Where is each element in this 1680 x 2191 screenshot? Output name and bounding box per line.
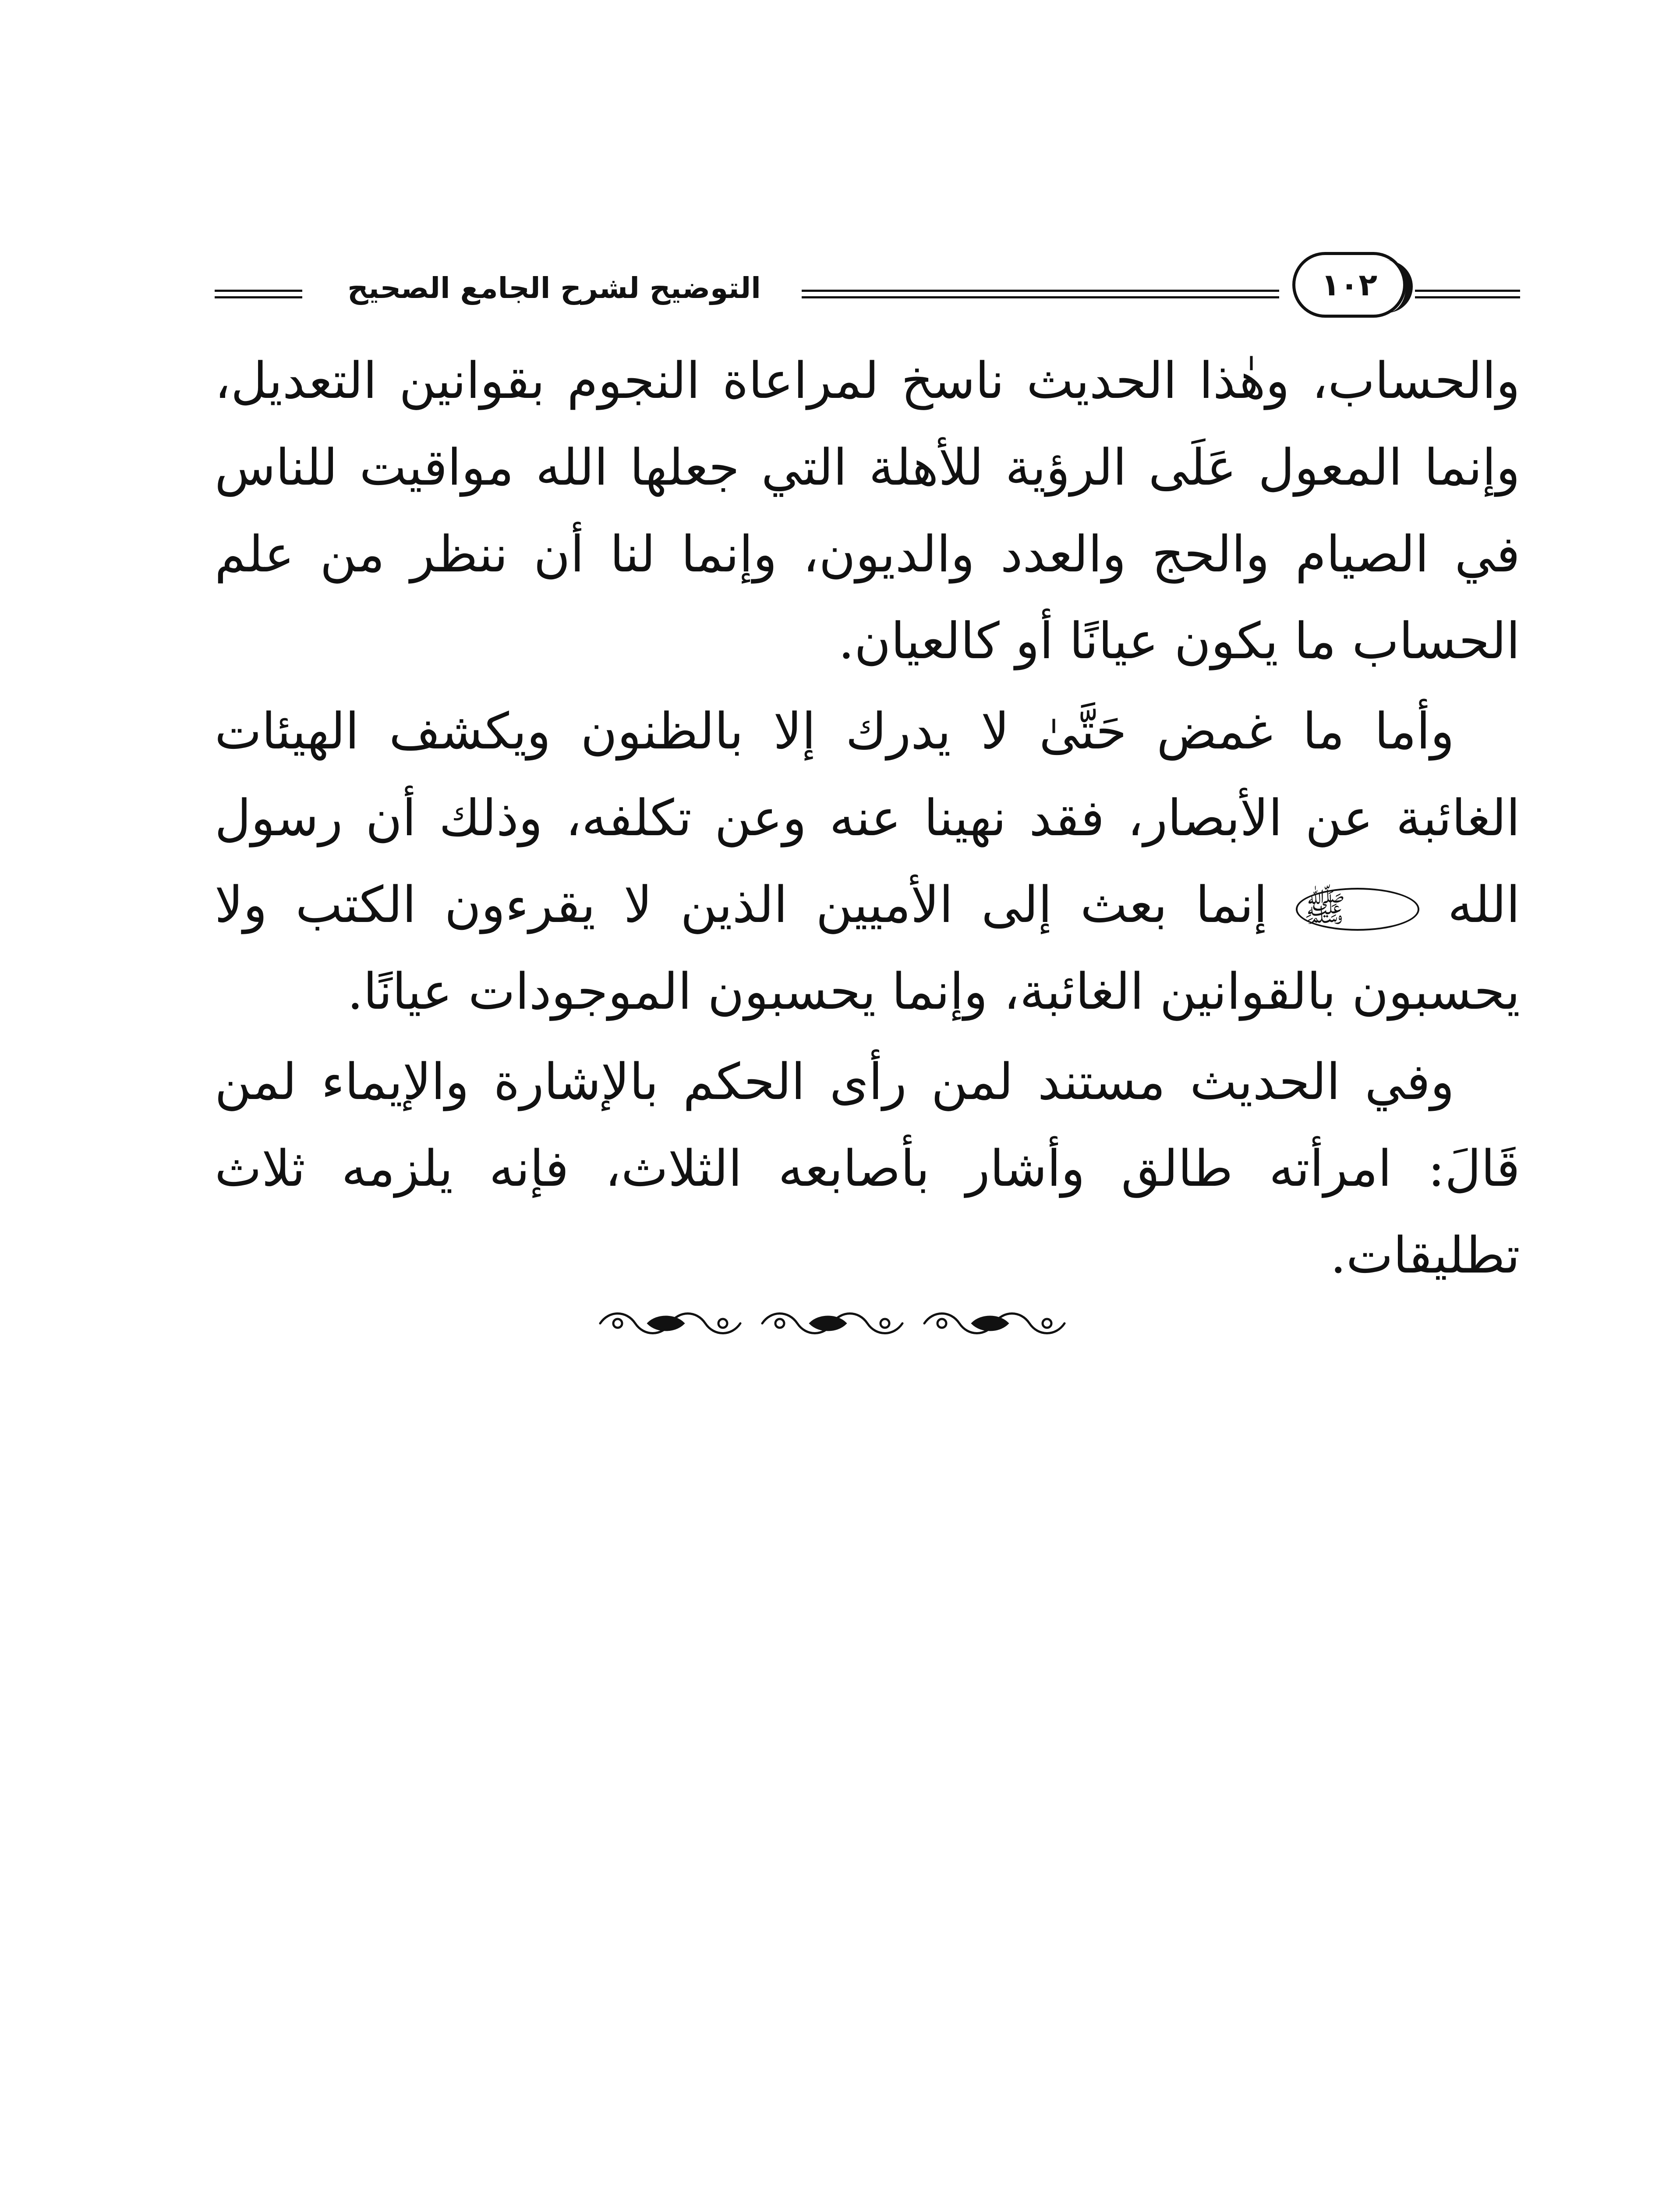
page-number-badge [1292, 252, 1406, 318]
body-text [215, 337, 1520, 1302]
ornament-motif-1 [600, 1314, 740, 1333]
page-number: ١٠٢ [1321, 267, 1378, 303]
paragraph-3: وفي الحديث مستند لمن رأى الحكم بالإشارة والإيماء لمن قَالَ: امرأته طالق وأشار بأصابعه الثلاث، فإنه يلزمه ثلاث تطليقات. [215, 1053, 1520, 1284]
paragraph-2-part-1: وأما ما غمض حَتَّىٰ لا يدرك إلا بالظنون ويكشف الهيئات الغائبة عن الأبصار، فقد نهينا عنه وعن تكلفه، وذلك أن رسول الله [215, 702, 1520, 934]
header-rule-right [1415, 290, 1520, 292]
paragraph-1: والحساب، وهٰذا الحديث ناسخ لمراعاة النجوم بقوانين التعديل، وإنما المعول عَلَى الرؤية للأهلة التي جعلها الله مواقيت للناس في الصيام والحج والعدد والديون، وإنما لنا أن ننظر من علم الحساب ما يكون عيانًا أو كالعيان. [215, 351, 1520, 670]
paragraph-2 [215, 688, 1520, 1035]
honorific-symbol: ﷺ [1296, 888, 1420, 931]
header-rule-left [215, 290, 302, 292]
paragraph-2-part-2: إنما بعث إلى الأميين الذين لا يقرءون الكتب ولا يحسبون بالقوانين الغائبة، وإنما يحسبون الموجودات عيانًا. [215, 876, 1520, 1021]
book-title: التوضيح لشرح الجامع الصحيح [347, 271, 761, 305]
floral-divider-icon [591, 1306, 1073, 1341]
running-header [215, 252, 1520, 318]
header-rule-middle [802, 290, 1279, 292]
ornament-motif-2 [762, 1314, 902, 1333]
ornament-motif-3 [924, 1314, 1065, 1333]
